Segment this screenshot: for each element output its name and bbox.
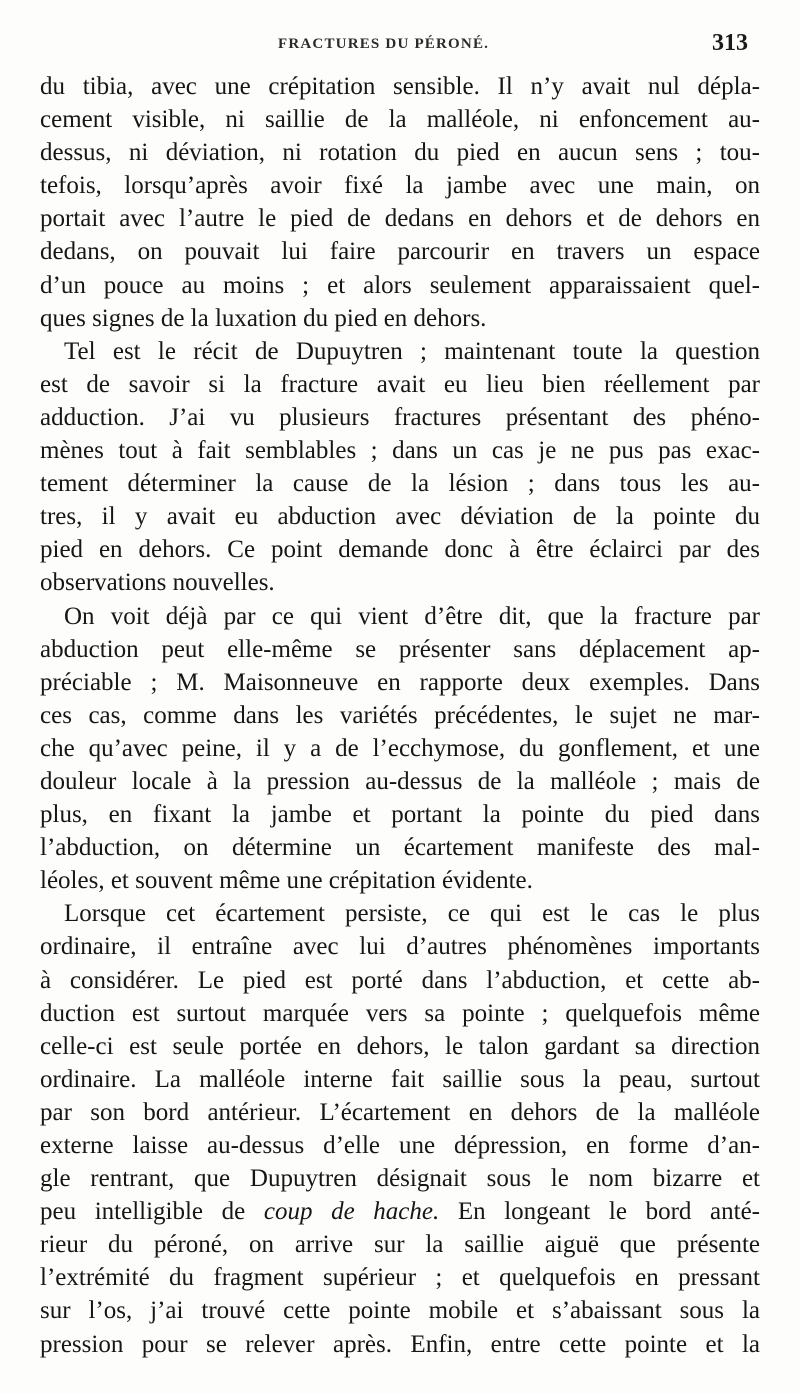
paragraph-end-line: ques signes de la luxation du pied en dehors. xyxy=(40,304,487,332)
text-line: gle rentrant, que Dupuytren désignait sous le nom bizarre et xyxy=(40,1165,760,1193)
text-line: dedans, on pouvait lui faire parcourir en travers un espace xyxy=(40,238,760,266)
text-line: duction est surtout marquée vers sa pointe ; quelquefois même xyxy=(40,999,760,1027)
text-line: ordinaire, il entraîne avec lui d’autres phénomènes importants xyxy=(40,933,760,961)
text-segment: En longeant le bord anté- xyxy=(439,1198,760,1226)
text-line: du tibia, avec une crépitation sensible. Il n’y avait nul dépla- xyxy=(40,73,760,100)
text-line: externe laisse au-dessus d’elle une dépression, en forme d’an- xyxy=(40,1132,760,1159)
text-line: pression pour se relever après. Enfin, entre cette pointe et la xyxy=(40,1330,760,1358)
text-line: adduction. J’ai vu plusieurs fractures présentant des phéno- xyxy=(40,403,760,431)
paragraph-end-line: observations nouvelles. xyxy=(40,569,275,597)
text-line: préciable ; M. Maisonneuve en rapporte deux exemples. Dans xyxy=(40,668,760,696)
text-line: d’un pouce au moins ; et alors seulement apparaissaient quel- xyxy=(40,271,760,299)
text-line: pied en dehors. Ce point demande donc à être éclairci par des xyxy=(40,536,760,564)
text-line: plus, en fixant la jambe et portant la pointe du pied dans xyxy=(40,801,760,829)
text-segment: peu intelligible de xyxy=(40,1198,264,1226)
body-text xyxy=(40,70,760,1361)
text-line: rieur du péroné, on arrive sur la saillie aiguë que présente xyxy=(40,1231,760,1259)
text-line: douleur locale à la pression au-dessus de la malléole ; mais de xyxy=(40,767,760,795)
text-line: par son bord antérieur. L’écartement en dehors de la malléole xyxy=(40,1098,760,1126)
text-line: tres, il y avait eu abduction avec déviation de la pointe du xyxy=(40,503,760,531)
paragraph-start-line: Lorsque cet écartement persiste, ce qui est le cas le plus xyxy=(64,900,760,928)
paragraph-start-line: Tel est le récit de Dupuytren ; maintenant toute la question xyxy=(64,337,760,365)
paragraph-end-line: léoles, et souvent même une crépitation évidente. xyxy=(40,867,533,895)
text-line: dessus, ni déviation, ni rotation du pied en aucun sens ; tou- xyxy=(40,139,760,167)
text-line: ordinaire. La malléole interne fait saillie sous la peau, surtout xyxy=(40,1065,760,1093)
page-number: 313 xyxy=(712,30,748,56)
text-line: ces cas, comme dans les variétés précédentes, le sujet ne mar- xyxy=(40,701,760,729)
text-line: l’extrémité du fragment supérieur ; et quelquefois en pressant xyxy=(40,1264,760,1292)
text-line: tefois, lorsqu’après avoir fixé la jambe avec une main, on xyxy=(40,172,760,200)
text-line: sur l’os, j’ai trouvé cette pointe mobile et s’abaissant sous la xyxy=(40,1297,760,1325)
paragraph-start-line: On voit déjà par ce qui vient d’être dit, que la fracture par xyxy=(64,602,760,630)
text-line: celle-ci est seule portée en dehors, le talon gardant sa direction xyxy=(40,1032,760,1060)
text-line-with-italic xyxy=(40,1195,760,1228)
text-line: che qu’avec peine, il y a de l’ecchymose, du gonflement, et une xyxy=(40,734,760,762)
text-line: tement déterminer la cause de la lésion ; dans tous les au- xyxy=(40,470,760,498)
italic-term: coup de hache. xyxy=(263,1198,440,1226)
text-line: abduction peut elle-même se présenter sans déplacement ap- xyxy=(40,635,760,663)
running-head xyxy=(0,28,800,58)
running-title: FRACTURES DU PÉRONÉ. xyxy=(278,36,490,52)
text-line: portait avec l’autre le pied de dedans en dehors et de dehors en xyxy=(40,205,760,233)
text-line: l’abduction, on détermine un écartement manifeste des mal- xyxy=(40,834,760,862)
text-line: est de savoir si la fracture avait eu lieu bien réellement par xyxy=(40,370,760,398)
text-line: à considérer. Le pied est porté dans l’abduction, et cette ab- xyxy=(40,966,760,994)
text-line: mènes tout à fait semblables ; dans un cas je ne pus pas exac- xyxy=(40,437,760,465)
text-line: cement visible, ni saillie de la malléole, ni enfoncement au- xyxy=(40,106,760,134)
